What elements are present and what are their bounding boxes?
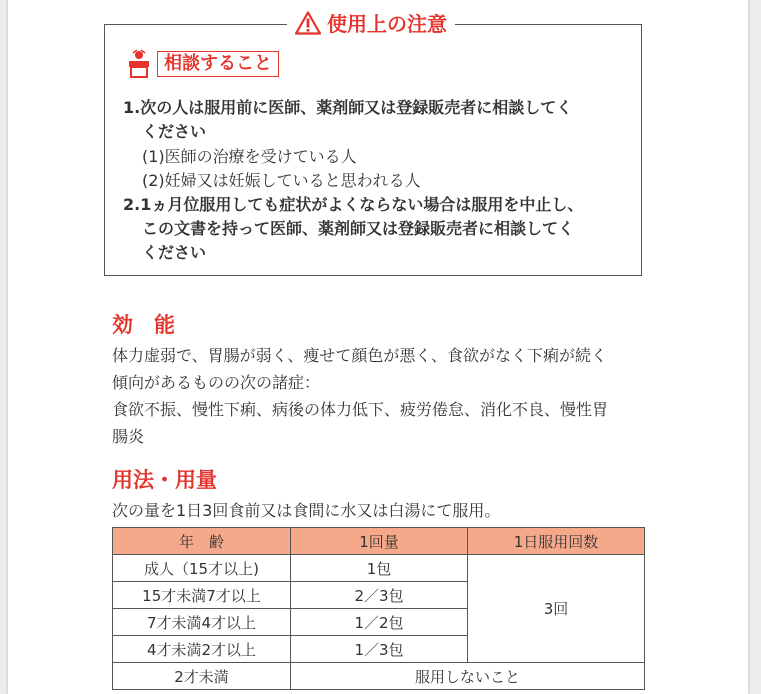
table-header-row: [113, 528, 645, 555]
age-cell: 15才未満7才以上: [113, 582, 291, 609]
header-dose: 1回量: [291, 528, 468, 555]
caution-line-5: 2.1ヵ月位服用しても症状がよくならない場合は服用を中止し、: [123, 195, 584, 214]
efficacy-line-2: 傾向があるものの次の諸症：: [112, 373, 321, 392]
consult-person-icon: [127, 49, 151, 79]
dose-cell: 1包: [291, 555, 468, 582]
header-age: 年 齢: [113, 528, 291, 555]
efficacy-line-1: 体力虚弱で、胃腸が弱く、痩せて顔色が悪く、食欲がなく下痢が続く: [112, 346, 608, 365]
age-cell: 4才未満2才以上: [113, 636, 291, 663]
table-row: [113, 555, 645, 582]
table-row: [113, 663, 645, 690]
age-cell: 成人（15才以上): [113, 555, 291, 582]
times-per-day-cell: 3回: [468, 555, 645, 663]
caution-title-text: 使用上の注意: [327, 12, 447, 36]
caution-line-6: この文書を持って医師、薬剤師又は登録販売者に相談してく: [142, 219, 575, 238]
consult-row: [127, 49, 279, 79]
caution-line-7: ください: [142, 243, 207, 262]
age-cell: 7才未満4才以上: [113, 609, 291, 636]
age-cell: 2才未満: [113, 663, 291, 690]
dose-cell: 2／3包: [291, 582, 468, 609]
under2-note-cell: 服用しないこと: [291, 663, 645, 690]
efficacy-line-3: 食欲不振、慢性下痢、病後の体力低下、疲労倦怠、消化不良、慢性胃: [112, 400, 609, 419]
caution-line-4: (2)妊婦又は妊娠していると思われる人: [142, 171, 421, 190]
dosage-heading: 用法・用量: [112, 468, 217, 492]
caution-line-2: ください: [142, 122, 207, 141]
caution-box: [104, 12, 642, 276]
dose-cell: 1／3包: [291, 636, 468, 663]
warning-icon: [295, 11, 321, 35]
dose-cell: 1／2包: [291, 609, 468, 636]
caution-title: [287, 8, 455, 37]
header-times: 1日服用回数: [468, 528, 645, 555]
consult-label: 相談すること: [157, 51, 279, 77]
dosage-intro: 次の量を1日3回食前又は食間に水又は白湯にて服用。: [112, 501, 501, 520]
efficacy-line-4: 腸炎: [112, 427, 145, 446]
caution-line-3: (1)医師の治療を受けている人: [142, 147, 357, 166]
caution-line-1: 1.次の人は服用前に医師、薬剤師又は登録販売者に相談してく: [123, 98, 573, 117]
dosage-table: [112, 527, 645, 690]
efficacy-heading: 効 能: [112, 313, 175, 337]
